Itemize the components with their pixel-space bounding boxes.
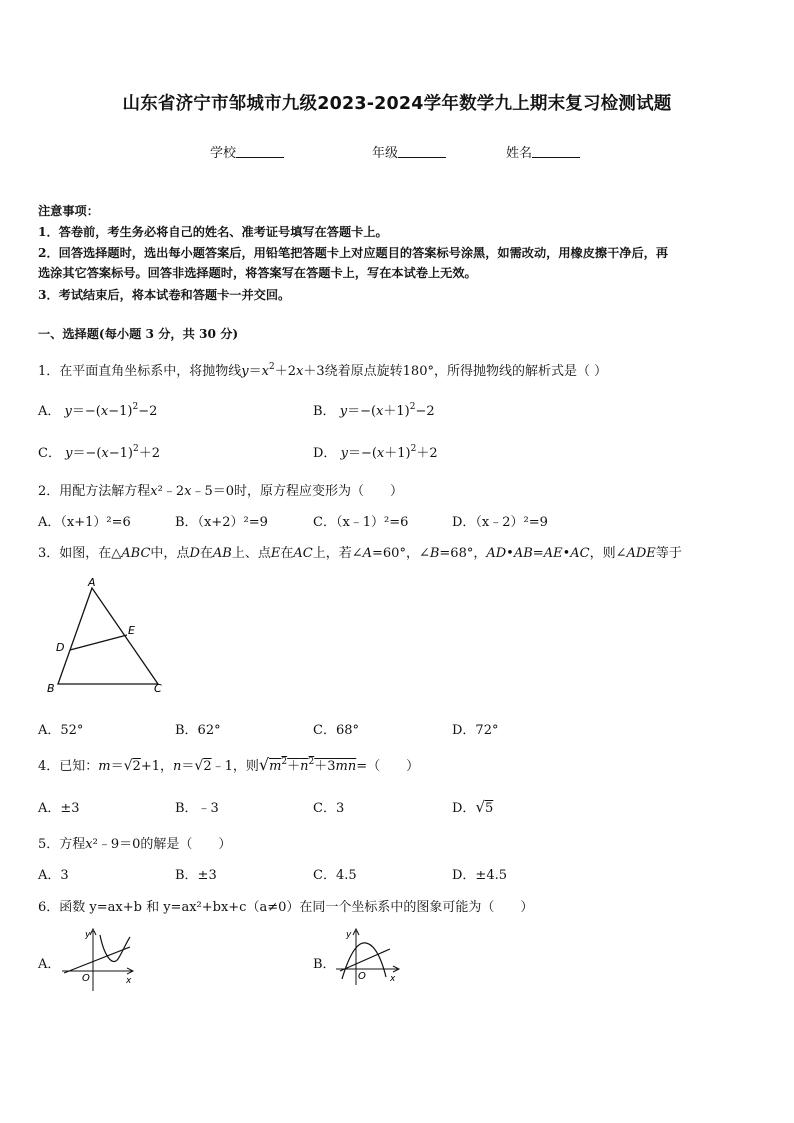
vertex-b-label: B: [47, 682, 55, 695]
q3-option-c[interactable]: C．68°: [313, 723, 359, 738]
line-graph: [340, 949, 390, 971]
q1-text-pre: 1．在平面直角坐标系中，将抛物线: [38, 364, 242, 379]
q2-option-b[interactable]: B．（x+2）²=9: [175, 515, 268, 530]
q3-triangle-figure: [44, 572, 174, 698]
school-field: [210, 142, 284, 161]
q1-text-post: 绕着原点旋转: [324, 364, 403, 379]
q5-option-b[interactable]: B．±3: [175, 868, 217, 883]
school-label: 学校: [210, 146, 237, 161]
q5-text-pre: 5．方程: [38, 837, 86, 852]
notes-item-1: 1．答卷前，考生务必将自己的姓名、准考证号填写在答题卡上。: [38, 225, 388, 239]
q1-option-a[interactable]: A． $y=-(x-1)^2-2$: [38, 402, 158, 419]
q3-text-i: ，则∠: [589, 546, 627, 561]
q3-text-c: 在: [199, 546, 213, 561]
x-axis-label: x: [390, 974, 396, 984]
q6-option-b-label[interactable]: B．: [313, 957, 336, 972]
q1-option-c-label: C．: [38, 446, 61, 461]
question-4: [38, 755, 419, 774]
page-title: 山东省济宁市邹城市九级2023-2024学年数学九上期末复习检测试题: [122, 94, 672, 114]
notes-item-2-cont: 选涂其它答案标号。回答非选择题时，将答案写在答题卡上，写在本试卷上无效。: [38, 266, 477, 280]
q1-option-a-label: A．: [38, 404, 61, 419]
name-field: [506, 142, 580, 161]
name-label: 姓名: [506, 146, 533, 161]
question-6: 6．函数 y=ax+b 和 y=ax²+bx+c（a≠0）在同一个坐标系中的图象可能为（ ）: [38, 900, 534, 915]
name-blank: [532, 145, 580, 158]
x-axis-label: x: [126, 976, 132, 986]
q4-text-eq: =（ ）: [356, 759, 420, 774]
origin-label: O: [82, 973, 90, 984]
triangle-abc: [58, 588, 158, 684]
notes-item-2: 2．回答选择题时，选出每小题答案后，用铅笔把答题卡上对应题目的答案标号涂黑，如需改动，用橡皮擦干净后，再: [38, 246, 669, 260]
q4-option-d[interactable]: D．√5: [452, 798, 494, 816]
notes-item-3: 3．考试结束后，将本试卷和答题卡一并交回。: [38, 288, 291, 302]
q1-option-d[interactable]: D． $y=-(x+1)^2+2$: [313, 444, 438, 461]
vertex-c-label: C: [154, 682, 162, 695]
q5-equation: x²﹣9＝0: [85, 837, 141, 852]
notes-heading: 注意事项：: [38, 204, 99, 218]
section-heading: 一、选择题(每小题 3 分，共 30 分): [38, 327, 239, 341]
q2-equation: x²﹣2x﹣5＝0: [150, 484, 234, 499]
y-axis-label: y: [85, 930, 91, 940]
q4-text-pre: 4．已知：: [38, 759, 99, 774]
q1-parabola: $y=x^2+2x+3$: [241, 362, 325, 379]
q4-option-b[interactable]: B．﹣3: [175, 801, 219, 816]
q4-radical: $√m^2+n^2+3mn$: [258, 755, 357, 774]
q2-option-c[interactable]: C．（x﹣1）²=6: [313, 515, 409, 530]
grade-field: [372, 142, 446, 161]
q5-option-a[interactable]: A．3: [38, 868, 69, 883]
q1-option-c[interactable]: C． $y=-(x-1)^2+2$: [38, 444, 161, 461]
point-e-label: E: [128, 624, 135, 637]
q1-option-b-label: B．: [313, 404, 336, 419]
question-5: [38, 833, 231, 852]
q6-graph-b: [334, 925, 404, 987]
point-d-label: D: [56, 641, 65, 654]
q3-option-b[interactable]: B．62°: [175, 723, 221, 738]
q2-option-a[interactable]: A．（x+1）²=6: [38, 515, 131, 530]
y-axis-label: y: [346, 930, 352, 940]
q1-option-d-label: D．: [313, 446, 337, 461]
q4-option-a[interactable]: A．±3: [38, 801, 80, 816]
question-3: 3．如图，在△ABC中，点D在AB上、点E在AC上，若∠A=60°，∠B=68°，AD•AB=AE•AC，则∠ADE等于: [38, 546, 682, 561]
question-2: [38, 480, 403, 499]
q3-text-j: 等于: [655, 546, 682, 561]
q5-text-post: 的解是（ ）: [140, 837, 232, 852]
q1-option-b[interactable]: B． $y=-(x+1)^2-2$: [313, 402, 435, 419]
grade-label: 年级: [372, 146, 399, 161]
segment-de: [70, 635, 127, 650]
q3-text-d: 上、点: [231, 546, 271, 561]
origin-label: O: [358, 971, 366, 982]
q3-text-f: 上，若∠: [312, 546, 363, 561]
q3-text-a: 3．如图，在△: [38, 546, 122, 561]
q4-option-d-label: D．: [452, 801, 476, 816]
q2-text-post: 时，原方程应变形为（ ）: [234, 484, 404, 499]
grade-blank: [398, 145, 446, 158]
q3-text-g: =60°，∠: [372, 546, 430, 561]
question-1: [38, 360, 607, 379]
q6-graph-a: [60, 925, 136, 993]
q1-angle: 180°: [402, 364, 434, 379]
vertex-a-label: A: [88, 576, 96, 589]
q3-text-e: 在: [280, 546, 294, 561]
q6-option-a-label[interactable]: A．: [38, 957, 61, 972]
q3-text-h: =68°，: [439, 546, 487, 561]
q1-text-end: ，所得抛物线的解析式是（ ）: [433, 364, 608, 379]
q2-option-d[interactable]: D．（x﹣2）²=9: [452, 515, 548, 530]
q2-text-pre: 2．用配方法解方程: [38, 484, 151, 499]
q5-option-d[interactable]: D．±4.5: [452, 868, 507, 883]
q3-option-a[interactable]: A．52°: [38, 723, 84, 738]
q4-option-c[interactable]: C．3: [313, 801, 345, 816]
q5-option-c[interactable]: C．4.5: [313, 868, 357, 883]
q3-option-d[interactable]: D．72°: [452, 723, 499, 738]
line-graph: [64, 947, 130, 973]
q4-m-def: m＝√2+1，: [98, 758, 173, 774]
school-blank: [236, 145, 284, 158]
q3-text-b: 中，点: [150, 546, 190, 561]
q4-n-def: n＝√2﹣1，则: [173, 758, 259, 774]
